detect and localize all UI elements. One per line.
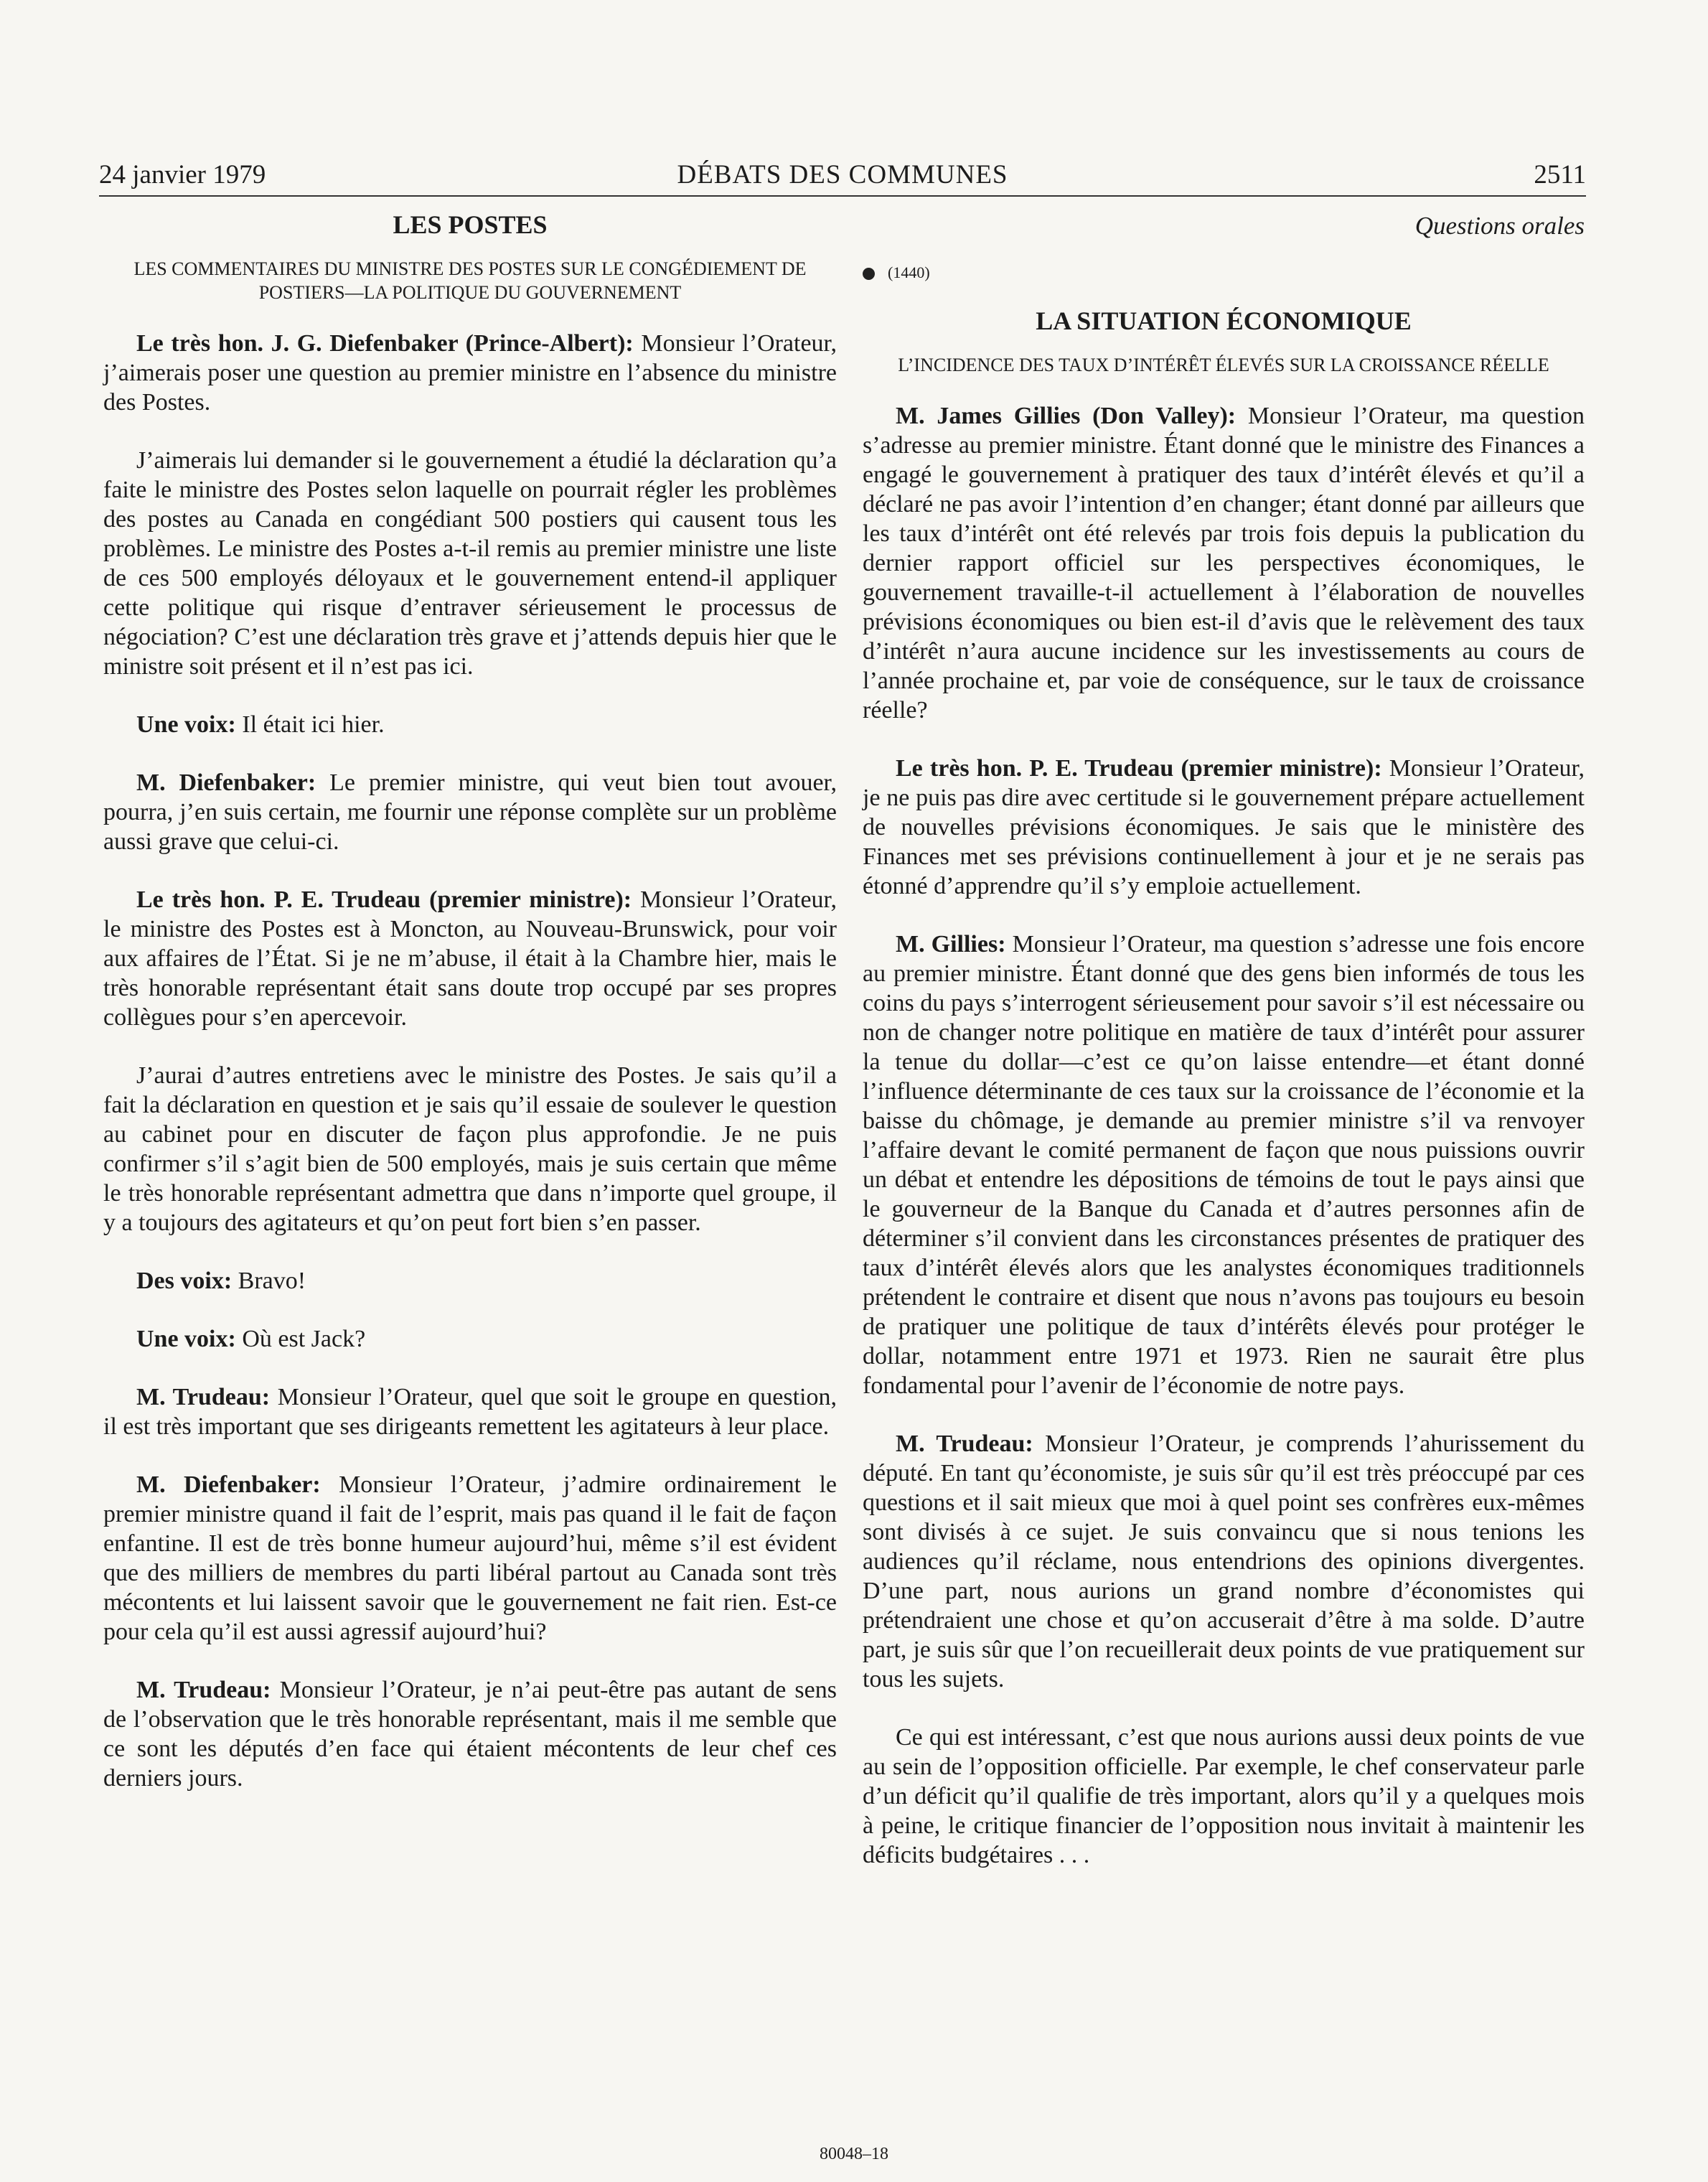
speaker-name: M. Trudeau: <box>136 1384 271 1410</box>
left-column <box>103 208 837 1822</box>
paragraph-text: Monsieur l’Orateur, le ministre des Postes est à Moncton, au Nouveau-Brunswick, pour voir aux affaires de l’État. Si je ne m’abuse, il était à la Chambre hier, mais le très honorable représentant était sans doute trop occupé par ses propres collègues pour s’en apercevoir. <box>103 886 837 1031</box>
section-rubric: Questions orales <box>1414 212 1585 240</box>
right-column <box>863 208 1585 1898</box>
header-date: 24 janvier 1979 <box>99 160 266 189</box>
speaker-name: M. Diefenbaker: <box>136 769 316 796</box>
paragraph-text: J’aurai d’autres entretiens avec le ministre des Postes. Je sais qu’il a fait la déclaration en question et je sais qu’il essaie de soulever le question au cabinet pour en discuter de façon plus approfondie. Je ne puis confirmer s’il s’agit bien de 500 employés, mais je suis certain que même le très honorable représentant admettra que dans n’importe quel groupe, il y a toujours des agitateurs et qu’on peut fort bien s’en passer. <box>103 1062 837 1236</box>
paragraph <box>863 930 1585 1400</box>
paragraph-text: Monsieur l’Orateur, j’admire ordinairement le premier ministre quand il fait de l’esprit, mais pas quand il le fait de façon enfantine. Il est de très bonne humeur aujourd’hui, même s’il est évident que des milliers de membres du parti libéral partout au Canada sont très mécontents et lui laissent savoir que le gouvernement ne fait rien. Est-ce pour cela qu’il est aussi agressif aujourd’hui? <box>103 1471 837 1645</box>
paragraph-text: Ce qui est intéressant, c’est que nous aurions aussi deux points de vue au sein de l’opposition officielle. Par exemple, le chef conservateur parle d’un déficit qu’il qualifie de très important, alors qu’il y a quelques mois à peine, le critique financier de l’opposition nous invitait à maintenir les déficits budgétaires . . . <box>863 1724 1585 1868</box>
speaker-name: Le très hon. P. E. Trudeau (premier ministre): <box>136 886 632 913</box>
paragraph-text: Monsieur l’Orateur, je comprends l’ahurissement du député. En tant qu’économiste, je suis sûr qu’il est très préoccupé par ces questions et il sait mieux que moi à quel point ses confrères eux-mêmes sont divisés à ce sujet. Je suis convaincu que si nous tenions les audiences qu’il réclame, nous entendrions des opinions divergentes. D’une part, nous aurions un grand nombre d’économistes qui prétendraient une chose et qu’on accuserait d’être à ma solde. D’autre part, je suis sûr que l’on recueillerait deux points de vue pratiquement sur tous les sujets. <box>863 1431 1585 1692</box>
speaker-name: M. Trudeau: <box>896 1431 1033 1457</box>
footer-code: 80048–18 <box>820 2145 888 2163</box>
right-section-title: LA SITUATION ÉCONOMIQUE <box>1036 306 1412 335</box>
paragraph <box>103 1324 837 1354</box>
paragraph <box>103 446 837 681</box>
paragraph-text: Bravo! <box>232 1268 306 1294</box>
paragraph-text: Le premier ministre, qui veut bien tout avouer, pourra, j’en suis certain, me fournir une réponse complète sur un problème aussi grave que celui-ci. <box>103 769 837 855</box>
paragraph <box>103 1061 837 1237</box>
speaker-name: Une voix: <box>136 711 236 738</box>
speaker-name: Le très hon. P. E. Trudeau (premier ministre): <box>896 755 1382 782</box>
speaker-name: Une voix: <box>136 1326 236 1352</box>
paragraph-text: Monsieur l’Orateur, j’aimerais poser une question au premier ministre en l’absence du ministre des Postes. <box>103 330 837 416</box>
time-marker <box>863 258 1585 287</box>
time-marker-text: (1440) <box>888 263 930 281</box>
header-page-number: 2511 <box>1534 160 1586 189</box>
left-subheading: LES COMMENTAIRES DU MINISTRE DES POSTES SUR LE CONGÉDIEMENT DE POSTIERS—LA POLITIQUE DU GOUVERNEMENT <box>133 258 807 303</box>
paragraph-text: Monsieur l’Orateur, je ne puis pas dire avec certitude si le gouvernement prépare actuellement de nouvelles prévisions économiques. Je sais que le ministère des Finances met ses prévisions continuellement à jour et je ne serais pas étonné d’apprendre qu’il s’y emploie actuellement. <box>863 755 1585 899</box>
speaker-name: M. Gillies: <box>896 931 1006 957</box>
speaker-name: Le très hon. J. G. Diefenbaker (Prince-Albert): <box>136 330 634 357</box>
paragraph-text: Où est Jack? <box>235 1326 366 1352</box>
speaker-name: M. James Gillies (Don Valley): <box>896 403 1237 429</box>
paragraph <box>103 1470 837 1647</box>
paragraph <box>863 401 1585 725</box>
bullet-icon <box>863 268 875 280</box>
paragraph <box>863 1429 1585 1694</box>
paragraph <box>863 1723 1585 1870</box>
paragraph <box>103 768 837 856</box>
speaker-name: Des voix: <box>136 1268 233 1294</box>
speaker-name: M. Trudeau: <box>136 1677 271 1703</box>
paragraph-text: Monsieur l’Orateur, ma question s’adresse au premier ministre. Étant donné que le ministre des Finances a engagé le gouvernement à pratiquer des taux d’intérêt élevés et qu’il a déclaré ne pas avoir l’intention d’en changer; étant donné par ailleurs que les taux d’intérêt ont été relevés par trois fois depuis la publication du dernier rapport officiel sur les perspectives économiques, le gouvernement travaille-t-il actuellement à l’élaboration de nouvelles prévisions économiques ou bien est-il d’avis que le relèvement des taux d’intérêt n’aura aucune incidence sur les investissements au cours de l’année prochaine et, par voie de conséquence, sur le taux de croissance réelle? <box>863 403 1585 724</box>
header-title: DÉBATS DES COMMUNES <box>677 160 1008 189</box>
paragraph <box>103 329 837 417</box>
page-header <box>99 155 1586 197</box>
paragraph <box>103 710 837 739</box>
paragraph-text: Il était ici hier. <box>235 711 385 738</box>
paragraph-text: Monsieur l’Orateur, je n’ai peut-être pas autant de sens de l’observation que le très honorable représentant, mais il me semble que ce sont les députés d’en face qui étaient mécontents de leur chef ces derniers jours. <box>103 1677 837 1792</box>
paragraph-text: Monsieur l’Orateur, quel que soit le groupe en question, il est très important que ses dirigeants remettent les agitateurs à leur place. <box>103 1384 837 1440</box>
speaker-name: M. Diefenbaker: <box>136 1471 321 1498</box>
paragraph <box>103 1266 837 1296</box>
paragraph <box>103 1675 837 1793</box>
left-section-title: LES POSTES <box>393 210 548 239</box>
paragraph <box>103 885 837 1032</box>
paragraph <box>103 1382 837 1441</box>
paragraph-text: J’aimerais lui demander si le gouvernement a étudié la déclaration qu’a faite le ministre des Postes selon laquelle on pourrait régler les problèmes des postes au Canada en congédiant 500 postiers qui causent tous les problèmes. Le ministre des Postes a-t-il remis au premier ministre une liste de ces 500 employés déloyaux et le gouvernement entend-il appliquer cette politique qui risque d’entraver sérieusement le processus de négociation? C’est une déclaration très grave et j’attends depuis hier que le ministre soit présent et il n’est pas ici. <box>103 447 837 680</box>
paragraph-text: Monsieur l’Orateur, ma question s’adresse une fois encore au premier ministre. Étant donné que des gens bien informés de tous les coins du pays s’interrogent sérieusement pour savoir s’il est nécessaire ou non de changer notre politique en matière de taux d’intérêt pour assurer la tenue du dollar—c’est ce qu’on laisse entendre—et étant donné l’influence déterminante de ces taux sur la croissance de l’économie et la baisse du chômage, je demande au premier ministre s’il va renvoyer l’affaire devant le comité permanent de façon que nous puissions ouvrir un débat et entendre les dépositions de témoins de tout le pays ainsi que le gouverneur de la Banque du Canada et d’autres personnes afin de déterminer s’il convient dans les circonstances présentes de pratiquer des taux d’intérêt élevés alors que les analystes économiques traditionnels prétendent le contraire et disent que nous n’avons pas toujours eu besoin de pratiquer une politique de taux d’intérêts élevés pour protéger le dollar, notamment entre 1971 et 1973. Rien ne saurait être plus fondamental pour l’avenir de l’économie de notre pays. <box>863 931 1585 1399</box>
paragraph <box>863 754 1585 901</box>
right-subheading: L’INCIDENCE DES TAUX D’INTÉRÊT ÉLEVÉS SUR LA CROISSANCE RÉELLE <box>898 355 1549 375</box>
